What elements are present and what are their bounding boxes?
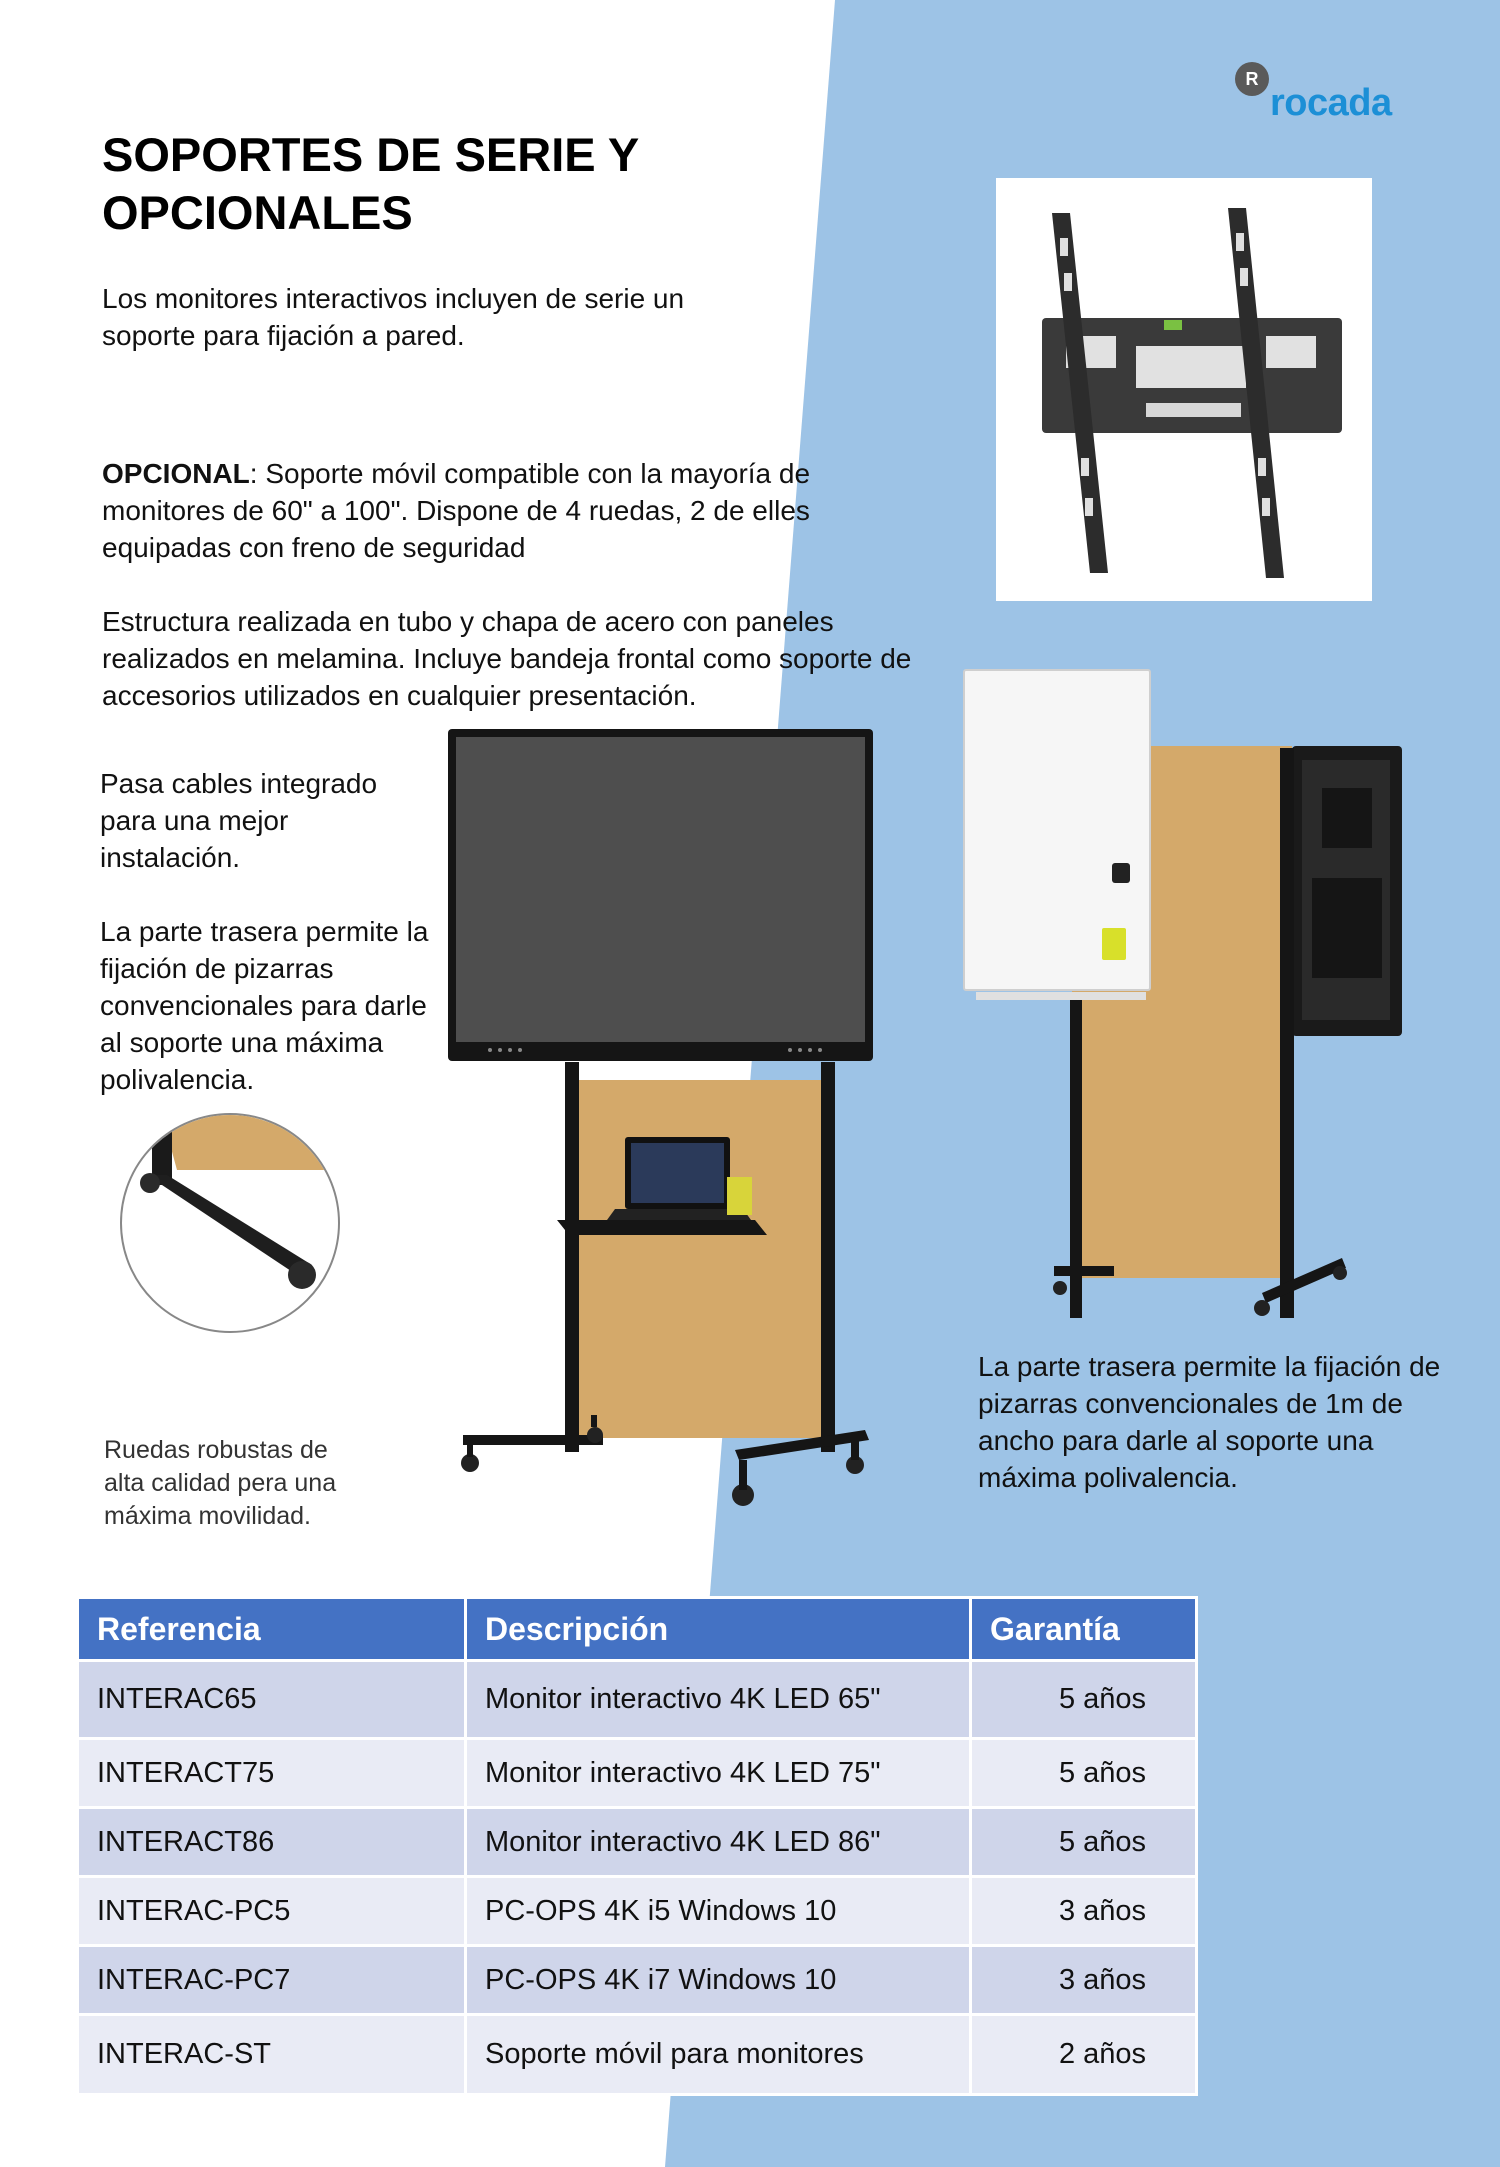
table-row [78, 1877, 1197, 1946]
table-row [78, 1739, 1197, 1808]
wheels-caption: Ruedas robustas de alta calidad pera una máxima movilidad. [104, 1436, 337, 1530]
warranty-cell: 3 años [971, 1946, 1197, 2015]
reference-cell: INTERAC-ST [78, 2015, 466, 2095]
brand-logo [1235, 60, 1415, 130]
description-cell: Monitor interactivo 4K LED 65" [466, 1661, 971, 1739]
header-warranty: Garantía [971, 1598, 1197, 1661]
cable-paragraph: Pasa cables integrado para una mejor instalación. [100, 768, 378, 873]
optional-text: : Soporte móvil compatible con la mayoría de monitores de 60" a 100". Dispone de 4 ruedas, 2 de elles equipadas con freno de seguridad [102, 458, 811, 563]
intro-paragraph: Los monitores interactivos incluyen de serie un soporte para fijación a pared. [102, 283, 685, 351]
reference-cell: INTERACT75 [78, 1739, 466, 1808]
warranty-cell: 5 años [971, 1739, 1197, 1808]
description-cell: Soporte móvil para monitores [466, 2015, 971, 2095]
table-row [78, 1808, 1197, 1877]
brand-name: rocada [1270, 82, 1392, 124]
optional-paragraph [102, 455, 922, 566]
header-reference: Referencia [78, 1598, 466, 1661]
table-header-row [78, 1598, 1197, 1661]
rear-left-paragraph: La parte trasera permite la fijación de pizarras convencionales para darle al soporte una máxima polivalencia. [100, 916, 429, 1095]
reference-cell: INTERAC65 [78, 1661, 466, 1739]
table-row [78, 1946, 1197, 2015]
warranty-cell: 2 años [971, 2015, 1197, 2095]
reference-cell: INTERACT86 [78, 1808, 466, 1877]
description-cell: Monitor interactivo 4K LED 86" [466, 1808, 971, 1877]
product-table [76, 1596, 1198, 2096]
warranty-cell: 5 años [971, 1661, 1197, 1739]
mobile-stand-monitor-image [445, 725, 885, 1525]
header-description: Descripción [466, 1598, 971, 1661]
logo-mark-icon: R [1235, 62, 1269, 96]
optional-label: OPCIONAL [102, 458, 250, 489]
structure-paragraph: Estructura realizada en tubo y chapa de acero con paneles realizados en melamina. Incluye bandeja frontal como soporte de accesorios utilizados en cualquier presentación. [102, 606, 912, 711]
reference-cell: INTERAC-PC7 [78, 1946, 466, 2015]
description-cell: PC-OPS 4K i5 Windows 10 [466, 1877, 971, 1946]
rear-right-paragraph: La parte trasera permite la fijación de pizarras convencionales de 1m de ancho para darle al soporte una máxima polivalencia. [978, 1351, 1441, 1493]
rear-stand-whiteboard-image [962, 668, 1408, 1328]
wall-bracket-image [996, 178, 1372, 601]
table-row [78, 2015, 1197, 2095]
wheel-detail-image [120, 1113, 340, 1333]
warranty-cell: 5 años [971, 1808, 1197, 1877]
reference-cell: INTERAC-PC5 [78, 1877, 466, 1946]
description-cell: Monitor interactivo 4K LED 75" [466, 1739, 971, 1808]
page-title: SOPORTES DE SERIE Y OPCIONALES [102, 128, 639, 239]
table-row [78, 1661, 1197, 1739]
description-cell: PC-OPS 4K i7 Windows 10 [466, 1946, 971, 2015]
warranty-cell: 3 años [971, 1877, 1197, 1946]
